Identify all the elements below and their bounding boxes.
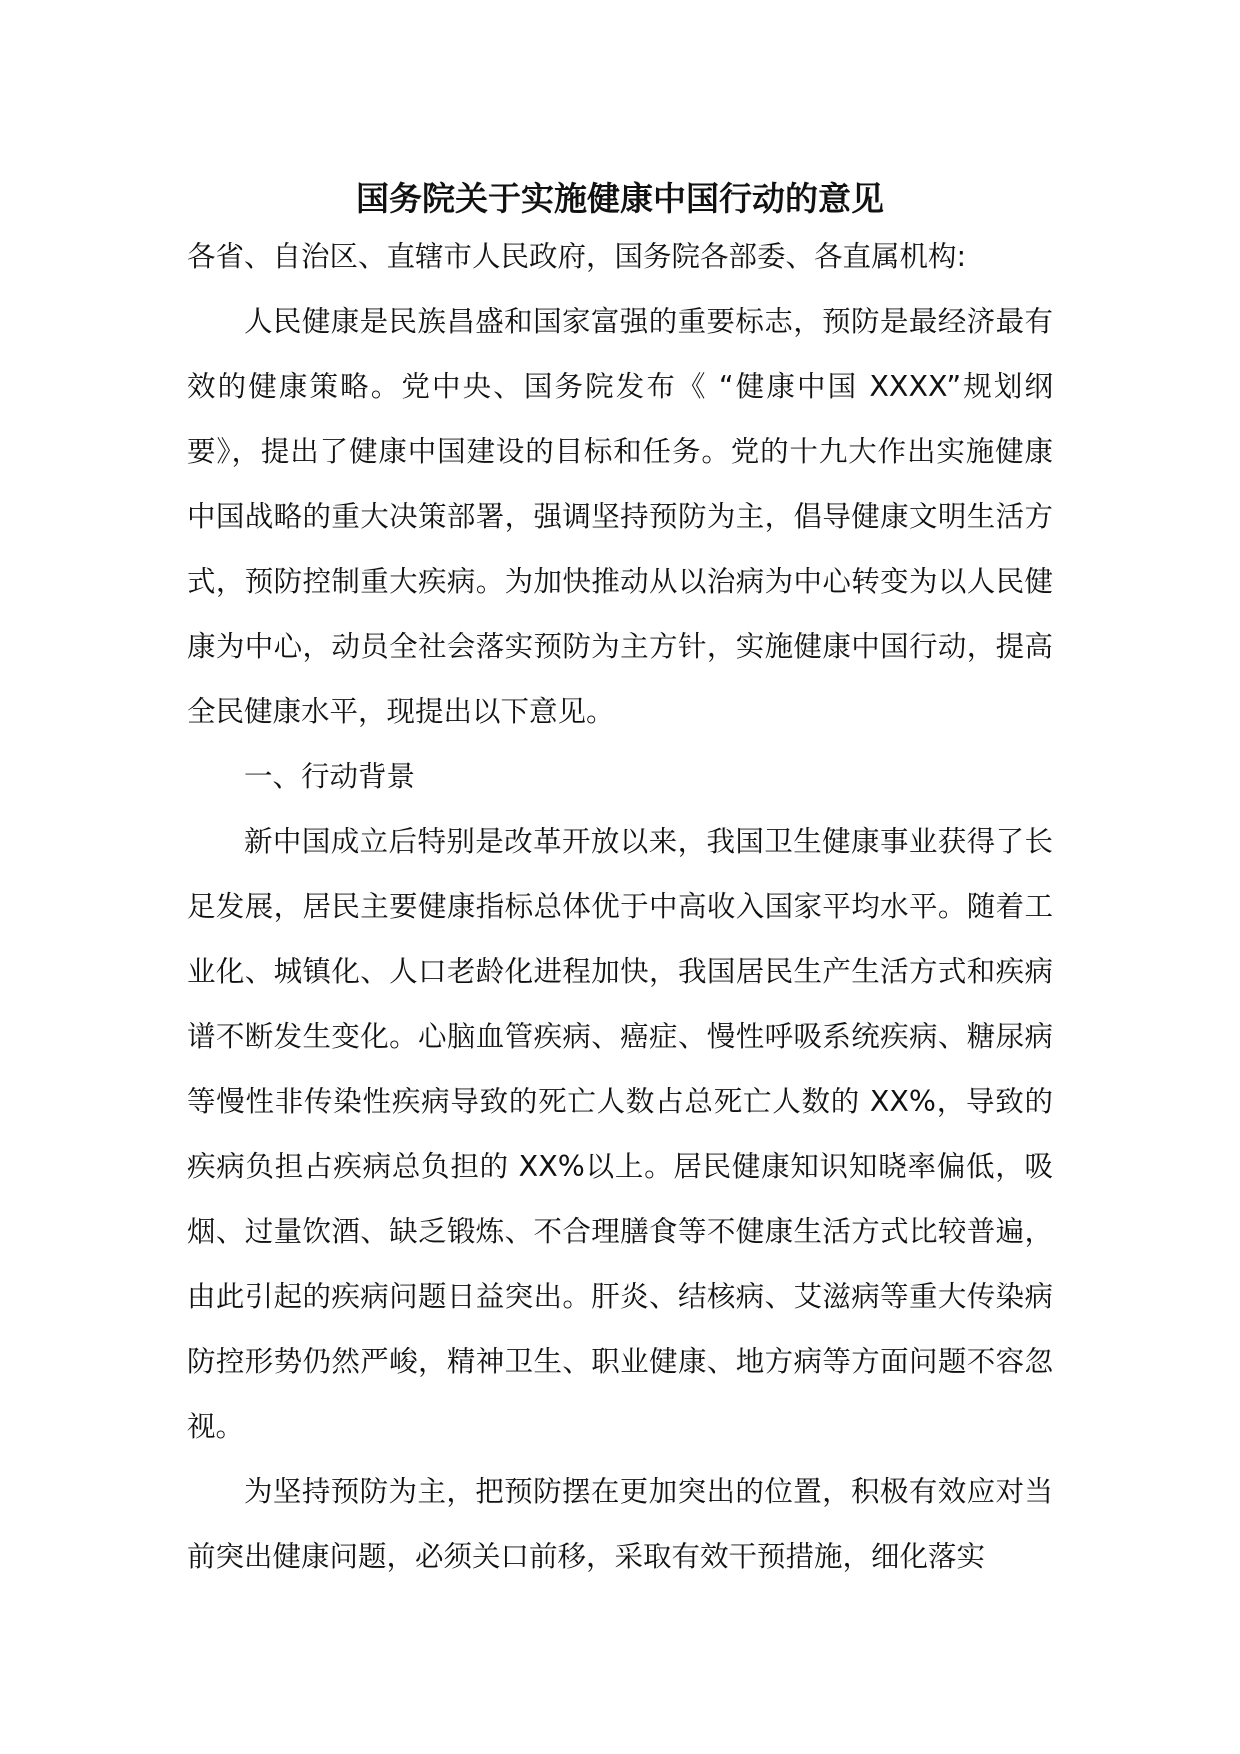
- prevention-paragraph: 为坚持预防为主，把预防摆在更加突出的位置，积极有效应对当前突出健康问题，必须关口前移，采取有效干预措施，细化落实: [187, 1475, 1053, 1573]
- salutation: 各省、自治区、直辖市人民政府，国务院各部委、各直属机构:: [187, 240, 967, 273]
- document-body: [187, 224, 1053, 1589]
- background-paragraph: 新中国成立后特别是改革开放以来，我国卫生健康事业获得了长足发展，居民主要健康指标总体优于中高收入国家平均水平。随着工业化、城镇化、人口老龄化进程加快，我国居民生产生活方式和疾病谱不断发生变化。心脑血管疾病、癌症、慢性呼吸系统疾病、糖尿病等慢性非传染性疾病导致的死亡人数占总死亡人数的 XX%，导致的疾病负担占疾病总负担的 XX%以上。居民健康知识知晓率偏低，吸烟、过量饮酒、缺乏锻炼、不合理膳食等不健康生活方式比较普遍，由此引起的疾病问题日益突出。肝炎、结核病、艾滋病等重大传染病防控形势仍然严峻，精神卫生、职业健康、地方病等方面问题不容忽视。: [187, 825, 1053, 1443]
- intro-paragraph: 人民健康是民族昌盛和国家富强的重要标志，预防是最经济最有效的健康策略。党中央、国务院发布《 “健康中国 XXXX”规划纲要》，提出了健康中国建设的目标和任务。党的十九大作出实施健康中国战略的重大决策部署，强调坚持预防为主，倡导健康文明生活方式，预防控制重大疾病。为加快推动从以治病为中心转变为以人民健康为中心，动员全社会落实预防为主方针，实施健康中国行动，提高全民健康水平，现提出以下意见。: [187, 305, 1053, 728]
- section-heading: 一、行动背景: [244, 760, 416, 793]
- document-title: 国务院关于实施健康中国行动的意见: [356, 179, 884, 218]
